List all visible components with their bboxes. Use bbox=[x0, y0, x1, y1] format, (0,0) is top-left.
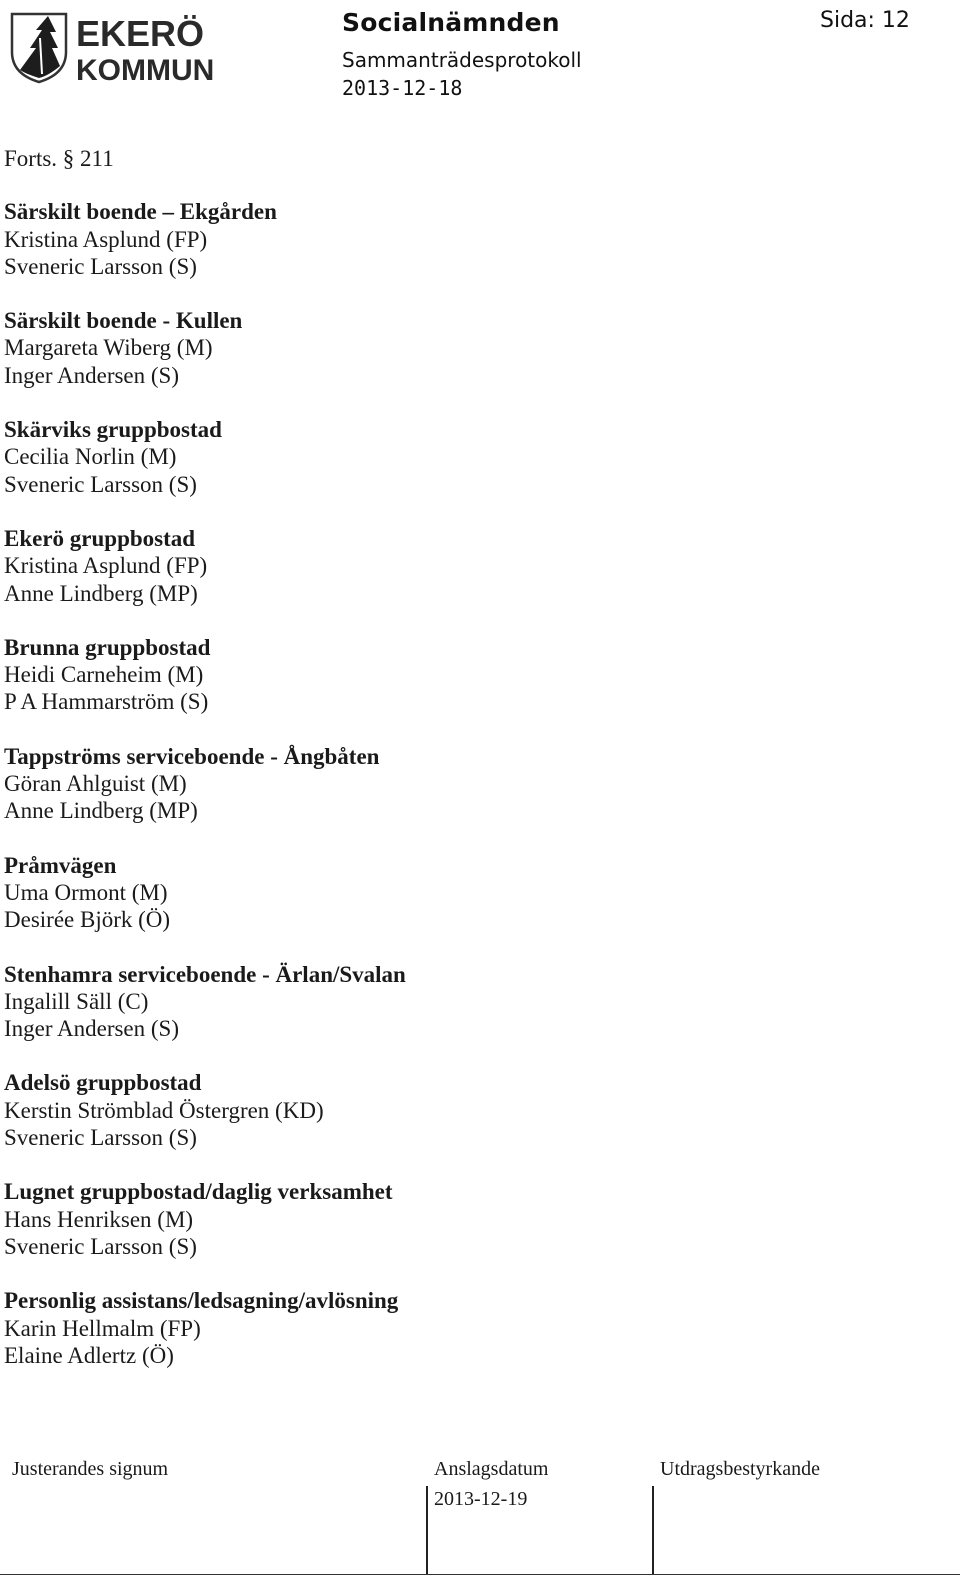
section-block bbox=[4, 307, 406, 389]
section-title: Brunna gruppbostad bbox=[4, 634, 211, 660]
document-type: Sammanträdesprotokoll bbox=[342, 48, 582, 72]
ekero-crest-icon bbox=[6, 8, 221, 84]
member-name: Kerstin Strömblad Östergren (KD) bbox=[4, 1097, 324, 1123]
section-title: Särskilt boende – Ekgården bbox=[4, 199, 277, 225]
section-block bbox=[4, 525, 406, 607]
section-title: Lugnet gruppbostad/daglig verksamhet bbox=[4, 1179, 393, 1205]
section-title: Stenhamra serviceboende - Ärlan/Svalan bbox=[4, 961, 406, 987]
logo-text-line1: EKERÖ bbox=[76, 13, 205, 54]
section-title: Tappströms serviceboende - Ångbåten bbox=[4, 743, 380, 769]
anslagsdatum-value: 2013-12-19 bbox=[434, 1488, 528, 1510]
member-name: Sveneric Larsson (S) bbox=[4, 253, 197, 279]
member-name: Margareta Wiberg (M) bbox=[4, 335, 213, 361]
member-name: Sveneric Larsson (S) bbox=[4, 1233, 197, 1259]
member-name: Elaine Adlertz (Ö) bbox=[4, 1342, 174, 1368]
section-title: Adelsö gruppbostad bbox=[4, 1070, 202, 1096]
signature-footer bbox=[0, 1448, 960, 1585]
section-block bbox=[4, 634, 406, 716]
section-block bbox=[4, 1069, 406, 1151]
page-number: Sida: 12 bbox=[820, 8, 910, 33]
section-title: Ekerö gruppbostad bbox=[4, 525, 196, 551]
section-title: Särskilt boende - Kullen bbox=[4, 308, 243, 334]
continuation-label: Forts. § 211 bbox=[4, 146, 114, 171]
document-body bbox=[4, 145, 406, 1396]
section-title: Skärviks gruppbostad bbox=[4, 417, 222, 443]
meeting-date: 2013-12-18 bbox=[342, 76, 463, 100]
anslagsdatum-label: Anslagsdatum bbox=[434, 1458, 549, 1480]
section-block bbox=[4, 198, 406, 280]
sections-list bbox=[4, 198, 406, 1369]
member-name: Ingalill Säll (C) bbox=[4, 988, 149, 1014]
section-block bbox=[4, 1287, 406, 1369]
member-name: Sveneric Larsson (S) bbox=[4, 1125, 197, 1151]
section-title: Pråmvägen bbox=[4, 852, 117, 878]
member-name: Heidi Carneheim (M) bbox=[4, 662, 204, 688]
member-name: Kristina Asplund (FP) bbox=[4, 553, 208, 579]
section-block bbox=[4, 852, 406, 934]
member-name: Anne Lindberg (MP) bbox=[4, 798, 198, 824]
section-block bbox=[4, 743, 406, 825]
member-name: Kristina Asplund (FP) bbox=[4, 226, 208, 252]
section-block bbox=[4, 1178, 406, 1260]
footer-divider bbox=[652, 1486, 654, 1575]
section-block bbox=[4, 961, 406, 1043]
member-name: Sveneric Larsson (S) bbox=[4, 471, 197, 497]
section-block bbox=[4, 416, 406, 498]
member-name: Inger Andersen (S) bbox=[4, 1016, 180, 1042]
member-name: Göran Ahlguist (M) bbox=[4, 771, 187, 797]
ekero-kommun-logo bbox=[6, 8, 221, 84]
member-name: Karin Hellmalm (FP) bbox=[4, 1315, 201, 1341]
member-name: Cecilia Norlin (M) bbox=[4, 444, 177, 470]
utdragsbestyrkande-label: Utdragsbestyrkande bbox=[660, 1458, 820, 1480]
footer-divider bbox=[426, 1486, 428, 1575]
member-name: Desirée Björk (Ö) bbox=[4, 907, 171, 933]
committee-title: Socialnämnden bbox=[342, 8, 560, 37]
justerandes-signum-label: Justerandes signum bbox=[12, 1458, 169, 1480]
member-name: Hans Henriksen (M) bbox=[4, 1206, 194, 1232]
logo-text-line2: KOMMUN bbox=[76, 54, 215, 84]
member-name: Anne Lindberg (MP) bbox=[4, 580, 198, 606]
section-title: Personlig assistans/ledsagning/avlösning bbox=[4, 1288, 399, 1314]
member-name: Uma Ormont (M) bbox=[4, 879, 168, 905]
footer-bottom-rule bbox=[0, 1574, 960, 1575]
member-name: Inger Andersen (S) bbox=[4, 362, 180, 388]
member-name: P A Hammarström (S) bbox=[4, 689, 209, 715]
